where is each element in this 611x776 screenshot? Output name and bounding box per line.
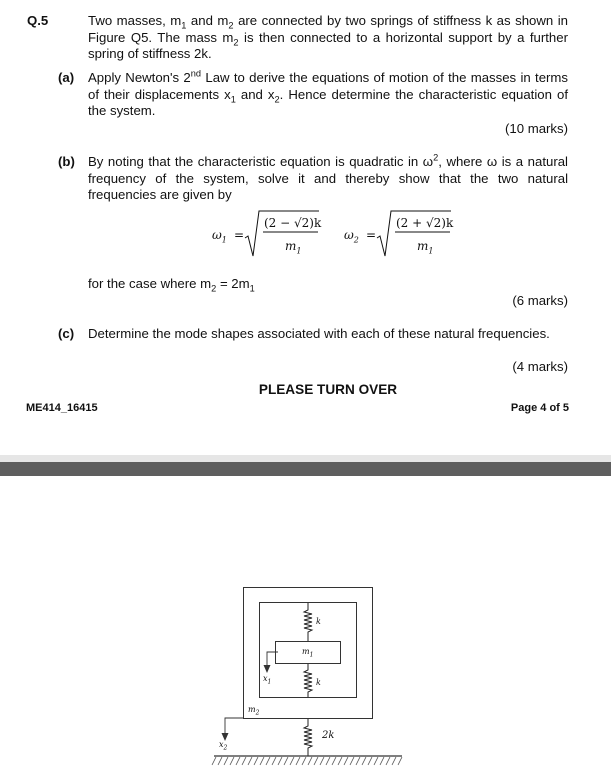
- part-c-text: Determine the mode shapes associated with each of these natural frequencies.: [88, 326, 550, 341]
- part-b-marks: (6 marks): [512, 293, 568, 308]
- course-code: ME414_16415: [26, 402, 98, 414]
- label-m1: $m_1$: [302, 647, 314, 659]
- label-m2: $m_2$: [248, 705, 260, 717]
- part-a-label: (a): [58, 70, 75, 85]
- mass-ratio-case: for the case where $m_2 = 2m_1$: [88, 276, 255, 294]
- ground-hatching: [212, 757, 402, 765]
- label-2k: 2k: [322, 730, 335, 741]
- part-b-text: By noting that the characteristic equation is quadratic in $\omega^2$, where ω is a natural frequency of the system, solve it and thereby show that the two natural frequencies are given by: [88, 152, 568, 203]
- spring-k-top: [304, 603, 312, 642]
- part-a-text: Apply Newton's 2nd Law to derive the equations of motion of the masses in terms of their displacements $x_1$ and $x_2$. Hence determine the characteristic equation of the system.: [88, 68, 568, 119]
- part-c-label: (c): [58, 326, 75, 341]
- part-c-marks: (4 marks): [512, 359, 568, 374]
- omega-1-denominator: $m_1$: [285, 239, 302, 256]
- label-x1: $x_1$: [263, 674, 272, 686]
- omega-1-symbol: $\omega_1$: [212, 228, 227, 245]
- part-b-label: (b): [58, 154, 75, 169]
- page-number: Page 4 of 5: [510, 402, 569, 414]
- label-k-middle: k: [316, 678, 321, 687]
- equals-sign-2: =: [366, 228, 377, 242]
- x2-arrow-line: [225, 718, 244, 740]
- label-x2: $x_2$: [219, 740, 228, 752]
- spring-2k-bottom: [304, 719, 312, 756]
- omega-2-numerator: (2 + √2)k: [396, 216, 454, 230]
- part-a-marks: (10 marks): [504, 121, 568, 136]
- question-intro: Two masses, $m_1$ and $m_2$ are connected by two springs of stiffness k as shown in Figure Q5. The mass $m_2$ is then connected to a horizontal support by a further spring of stiffness 2k.: [88, 13, 568, 62]
- omega-1-numerator: (2 − √2)k: [264, 216, 322, 230]
- please-turn-over: PLEASE TURN OVER: [258, 382, 398, 397]
- omega-2-denominator: $m_1$: [417, 239, 434, 256]
- spring-k-middle: [304, 664, 312, 697]
- x1-arrow-head: [264, 665, 271, 673]
- equals-sign-1: =: [234, 228, 245, 242]
- label-k-top: k: [316, 617, 321, 626]
- omega-2-symbol: $\omega_2$: [344, 228, 359, 245]
- question-number: Q.5: [27, 13, 49, 28]
